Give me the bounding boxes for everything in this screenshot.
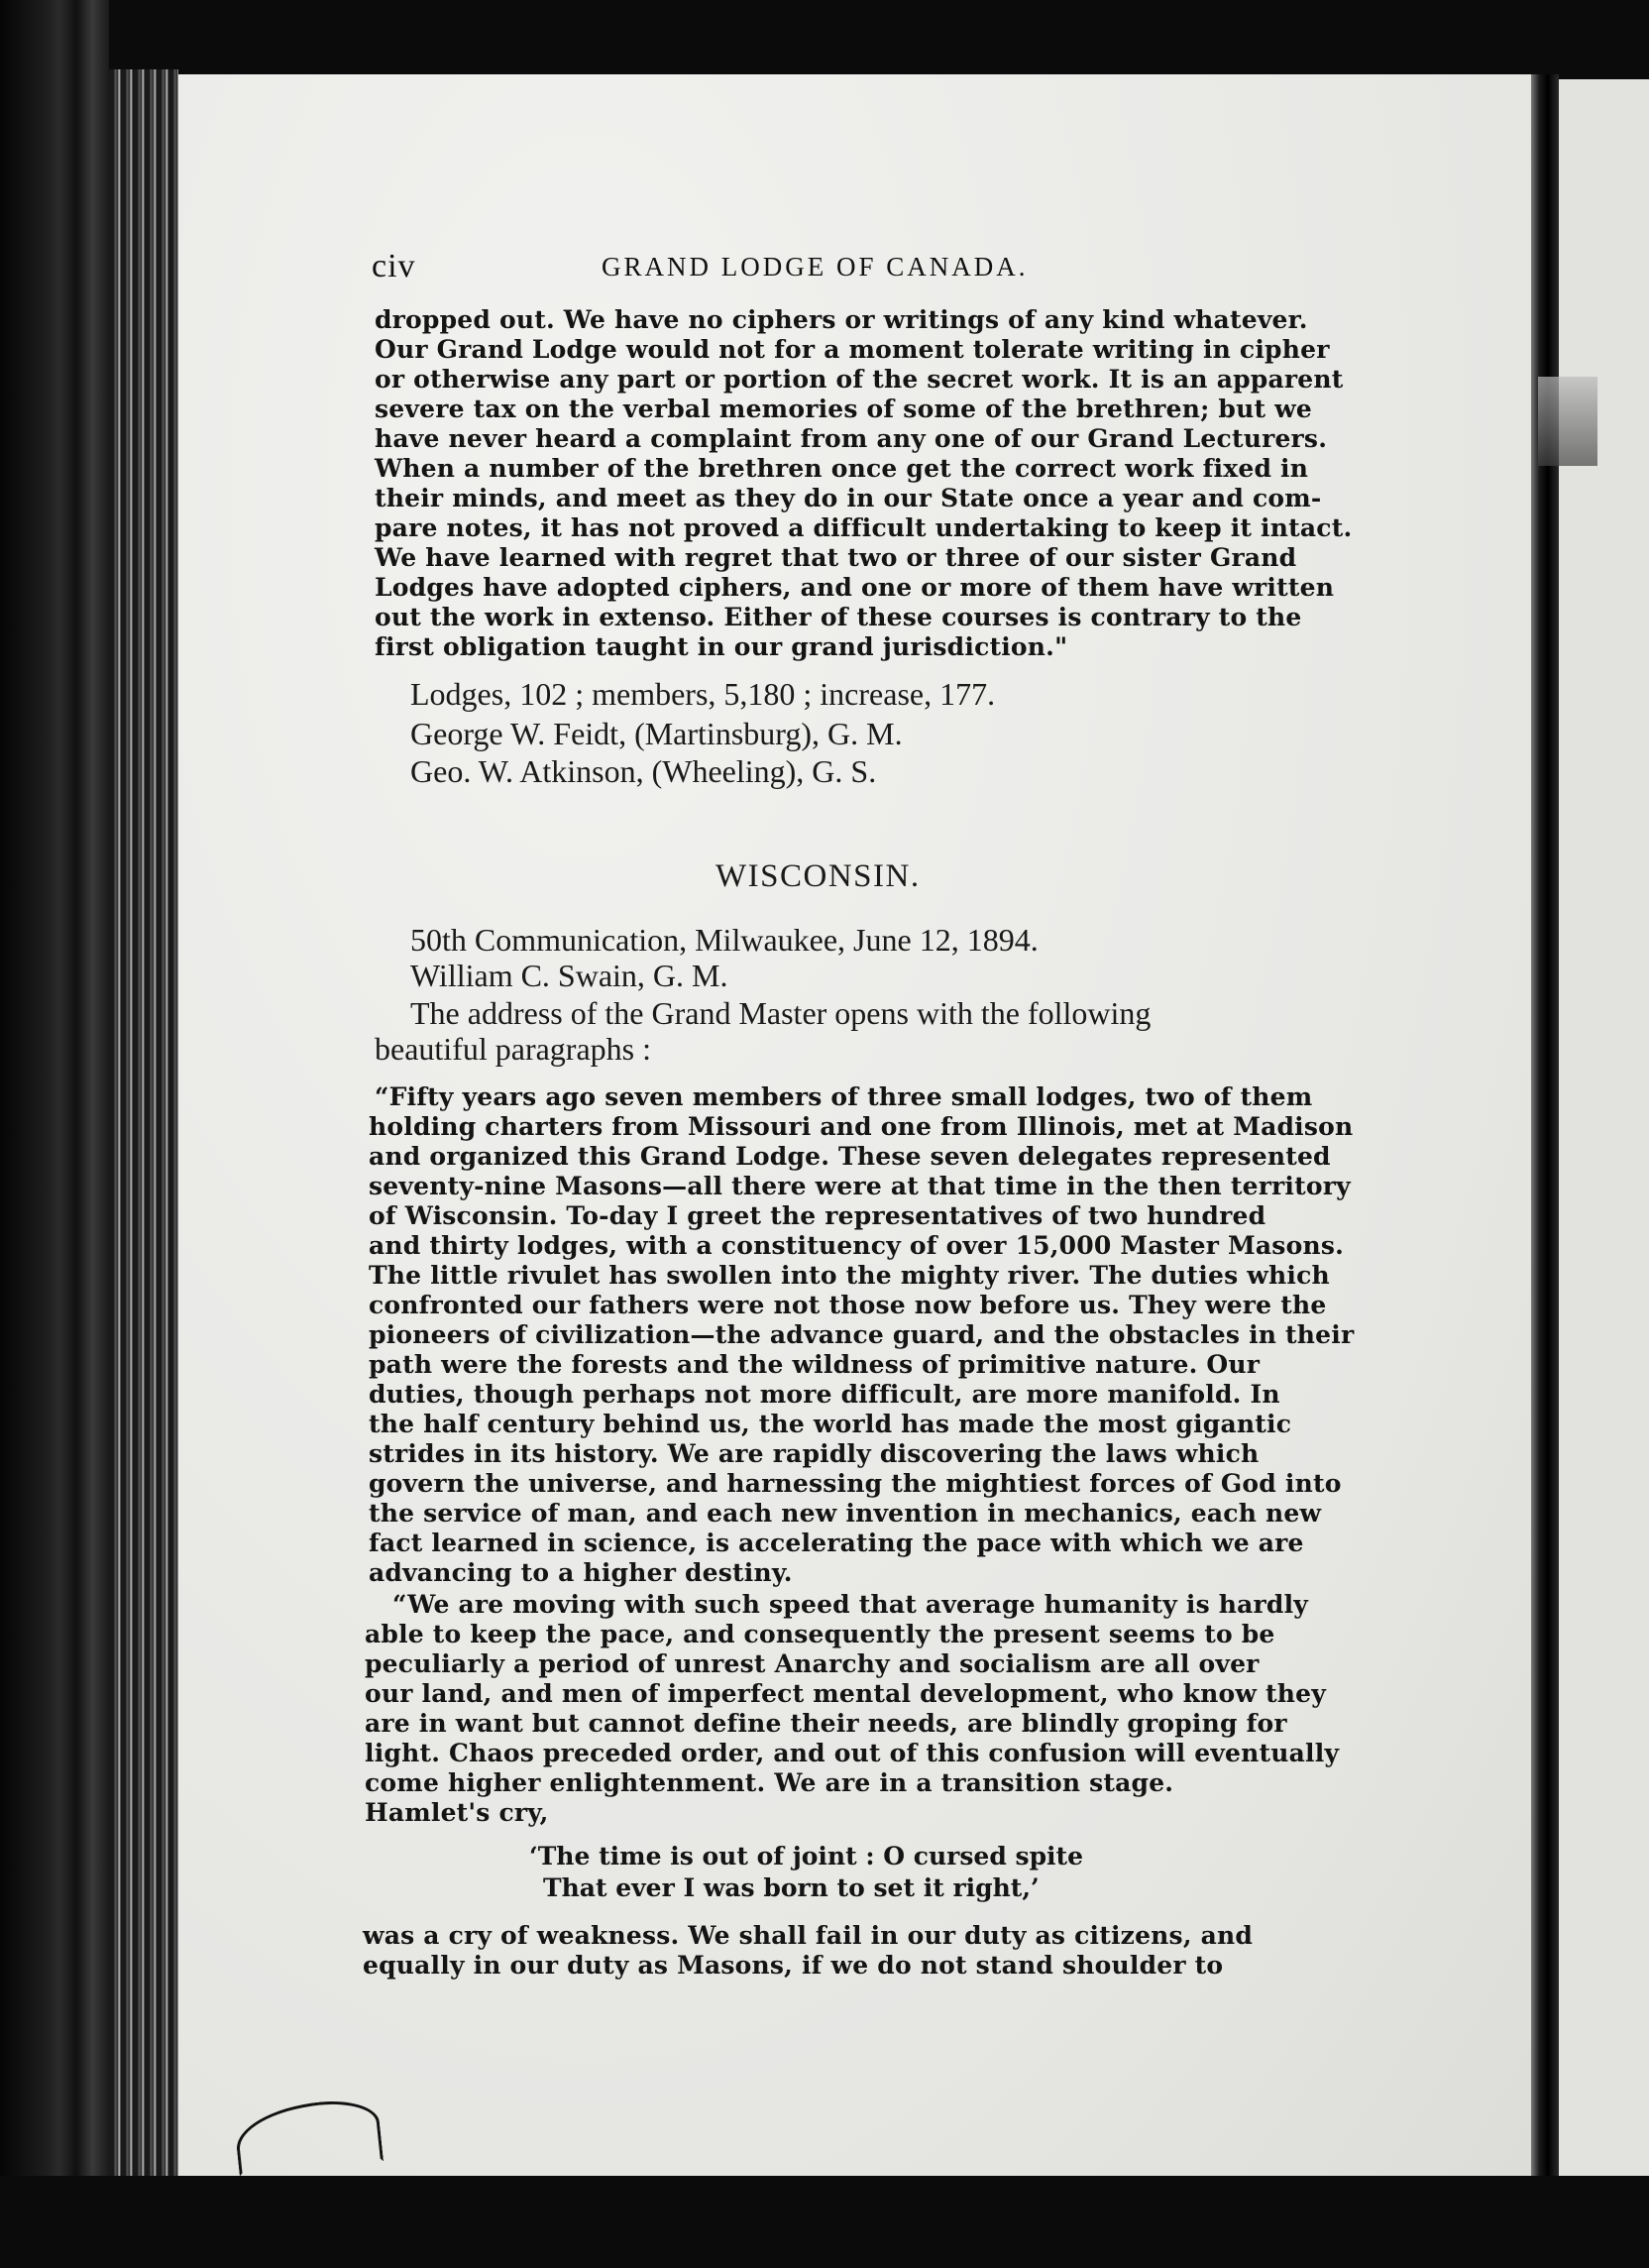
text-line: was a cry of weakness. We shall fail in our duty as citizens, and (363, 1921, 1254, 1950)
lodges-stats: Lodges, 102 ; members, 5,180 ; increase, 177. (410, 676, 996, 712)
communication-line: 50th Communication, Milwaukee, June 12, 1894. (410, 922, 1039, 958)
text-line: pioneers of civilization—the advance guard, and the obstacles in their (369, 1320, 1355, 1349)
text-line: peculiarly a period of unrest Anarchy and socialism are all over (365, 1649, 1260, 1678)
text-line: seventy-nine Masons—all there were at that time in the then territory (369, 1172, 1351, 1200)
text-line: of Wisconsin. To-day I greet the representatives of two hundred (369, 1201, 1266, 1230)
text-line: first obligation taught in our grand jurisdiction." (375, 632, 1068, 661)
text-line: come higher enlightenment. We are in a transition stage. (365, 1768, 1174, 1797)
text-line: advancing to a higher destiny. (369, 1558, 793, 1587)
text-line: the half century behind us, the world has made the most gigantic (369, 1410, 1292, 1438)
text-line: duties, though perhaps not more difficult, are more manifold. In (369, 1380, 1280, 1409)
text-line: severe tax on the verbal memories of some of the brethren; but we (375, 395, 1312, 423)
scan-border (0, 2176, 1649, 2268)
text-line: dropped out. We have no ciphers or writings of any kind whatever. (375, 305, 1308, 334)
text-line: light. Chaos preceded order, and out of this confusion will eventually (365, 1739, 1340, 1767)
text-line: pare notes, it has not proved a difficult undertaking to keep it intact. (375, 513, 1353, 542)
text-line: equally in our duty as Masons, if we do not stand shoulder to (363, 1951, 1224, 1980)
text-line: the service of man, and each new invention in mechanics, each new (369, 1499, 1322, 1528)
text-line: fact learned in science, is accelerating the pace with which we are (369, 1529, 1304, 1557)
text-line: Our Grand Lodge would not for a moment tolerate writing in cipher (375, 335, 1330, 364)
text-line: holding charters from Missouri and one from Illinois, met at Madison (369, 1112, 1354, 1141)
text-line: When a number of the brethren once get the correct work fixed in (375, 454, 1309, 483)
page-header-title: GRAND LODGE OF CANADA. (602, 252, 1029, 282)
text-line: and organized this Grand Lodge. These seven delegates represented (369, 1142, 1331, 1171)
text-line: able to keep the pace, and consequently the present seems to be (365, 1620, 1275, 1648)
intro-line: The address of the Grand Master opens with the following (410, 995, 1152, 1031)
book-spine-edge (0, 0, 109, 2268)
intro-line: beautiful paragraphs : (375, 1031, 651, 1067)
text-line: Lodges have adopted ciphers, and one or more of them have written (375, 573, 1335, 602)
text-line: “We are moving with such speed that average humanity is hardly (392, 1590, 1309, 1619)
grand-secretary-line: Geo. W. Atkinson, (Wheeling), G. S. (410, 753, 877, 789)
verse-line: That ever I was born to set it right,’ (543, 1873, 1040, 1902)
page-stack-edge (109, 69, 178, 2181)
text-line: our land, and men of imperfect mental development, who know they (365, 1679, 1326, 1708)
section-grand-master: William C. Swain, G. M. (410, 958, 728, 993)
paper-tab (1538, 377, 1597, 466)
text-line: govern the universe, and harnessing the mightiest forces of God into (369, 1469, 1342, 1498)
text-line: “Fifty years ago seven members of three small lodges, two of them (375, 1082, 1313, 1111)
section-title: WISCONSIN. (715, 858, 921, 894)
text-line: or otherwise any part or portion of the secret work. It is an apparent (375, 365, 1344, 394)
text-line: The little rivulet has swollen into the mighty river. The duties which (369, 1261, 1330, 1290)
text-line: We have learned with regret that two or three of our sister Grand (375, 543, 1297, 572)
text-line: strides in its history. We are rapidly discovering the laws which (369, 1439, 1260, 1468)
text-line: have never heard a complaint from any one of our Grand Lecturers. (375, 424, 1328, 453)
text-line: path were the forests and the wildness of primitive nature. Our (369, 1350, 1261, 1379)
text-line: confronted our fathers were not those now before us. They were the (369, 1291, 1327, 1319)
text-line: their minds, and meet as they do in our State once a year and com- (375, 484, 1322, 512)
text-line: are in want but cannot define their needs, are blindly groping for (365, 1709, 1287, 1738)
grand-master-line: George W. Feidt, (Martinsburg), G. M. (410, 716, 903, 751)
text-line: out the work in extenso. Either of these courses is contrary to the (375, 603, 1302, 631)
page-number: civ (372, 248, 416, 284)
text-line: and thirty lodges, with a constituency of over 15,000 Master Masons. (369, 1231, 1344, 1260)
verse-line: ‘The time is out of joint : O cursed spite (529, 1842, 1084, 1871)
text-line: Hamlet's cry, (365, 1798, 549, 1827)
